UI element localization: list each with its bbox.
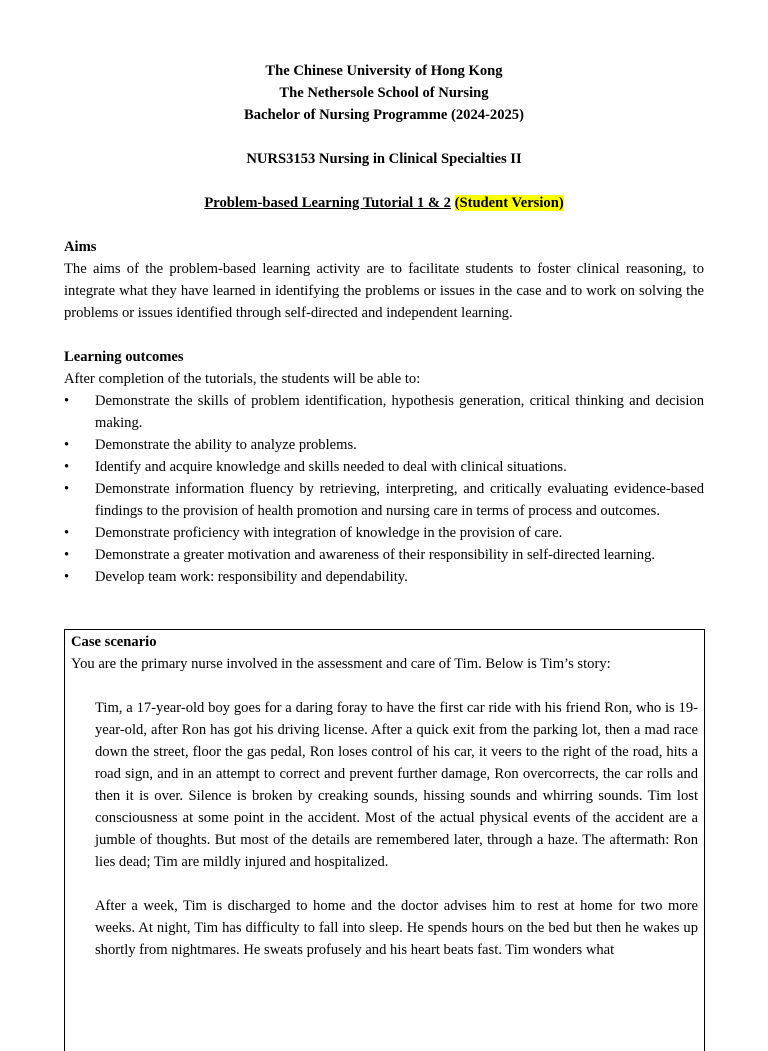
outcomes-intro: After completion of the tutorials, the students will be able to: — [64, 371, 421, 387]
list-item — [64, 390, 704, 434]
list-item-text: Demonstrate the skills of problem identification, hypothesis generation, critical thinking and decision making. — [95, 393, 704, 431]
list-item-text: Identify and acquire knowledge and skills needed to deal with clinical situations. — [95, 459, 567, 475]
list-item — [64, 478, 704, 522]
course-title: NURS3153 Nursing in Clinical Specialties II — [246, 151, 522, 167]
case-paragraph: Tim, a 17-year-old boy goes for a daring foray to have the first car ride with his friend Ron, who is 19-year-old, after Ron has got his driving license. After a quick exit from the parking lot, then a mad race down the street, floor the gas pedal, Ron loses control of his car, it veers to the right of the road, hits a road sign, and in an attempt to correct and prevent further damage, Ron overcorrects, the car rolls and then it is over. Silence is broken by creaking sounds, hissing sounds and whirring sounds. Tim lost consciousness at some point in the accident. Most of the actual physical events of the accident are a jumble of thoughts. But most of the details are remembered later, through a haze. The aftermath: Ron lies dead; Tim are mildly injured and hospitalized. — [95, 700, 698, 870]
school-name: The Nethersole School of Nursing — [279, 85, 489, 101]
list-item-text: Demonstrate information fluency by retrieving, interpreting, and critically evaluating evidence-based findings to the provision of health promotion and nursing care in terms of process and outcomes. — [95, 481, 704, 519]
list-item — [64, 456, 704, 478]
case-paragraph: After a week, Tim is discharged to home and the doctor advises him to rest at home for two more weeks. At night, Tim has difficulty to fall into sleep. He spends hours on the bed but then he wakes up shortly from nightmares. He sweats profusely and his heart beats fast. Tim wonders what — [95, 898, 698, 958]
list-item-text: Demonstrate proficiency with integration of knowledge in the provision of care. — [95, 525, 563, 541]
list-item — [64, 522, 704, 544]
bullet-icon: • — [64, 393, 70, 409]
list-item-text: Demonstrate the ability to analyze problems. — [95, 437, 357, 453]
bullet-icon: • — [64, 481, 70, 497]
bullet-icon: • — [64, 547, 70, 563]
list-item-text: Demonstrate a greater motivation and awareness of their responsibility in self-directed learning. — [95, 547, 656, 563]
list-item-text: Develop team work: responsibility and dependability. — [95, 569, 408, 585]
aims-text: The aims of the problem-based learning activity are to facilitate students to foster clinical reasoning, to integrate what they have learned in identifying the problems or issues in the case and to work on solving the problems or issues identified through self-directed and independent learning. — [64, 261, 704, 321]
case-heading: Case scenario — [71, 634, 157, 650]
bullet-icon: • — [64, 459, 70, 475]
version-label: (Student Version) — [454, 195, 564, 211]
case-scenario-box — [64, 629, 705, 1051]
aims-heading: Aims — [64, 239, 97, 255]
outcomes-list — [64, 390, 704, 588]
document-page — [64, 60, 704, 588]
bullet-icon: • — [64, 437, 70, 453]
bullet-icon: • — [64, 569, 70, 585]
tutorial-title: Problem-based Learning Tutorial 1 & 2 — [204, 195, 451, 211]
list-item — [64, 566, 704, 588]
list-item — [64, 544, 704, 566]
case-intro: You are the primary nurse involved in the assessment and care of Tim. Below is Tim’s story: — [71, 656, 611, 672]
outcomes-heading: Learning outcomes — [64, 349, 184, 365]
list-item — [64, 434, 704, 456]
bullet-icon: • — [64, 525, 70, 541]
university-name: The Chinese University of Hong Kong — [265, 63, 503, 79]
programme-name: Bachelor of Nursing Programme (2024-2025) — [244, 107, 524, 123]
tutorial-title-line — [64, 192, 704, 214]
